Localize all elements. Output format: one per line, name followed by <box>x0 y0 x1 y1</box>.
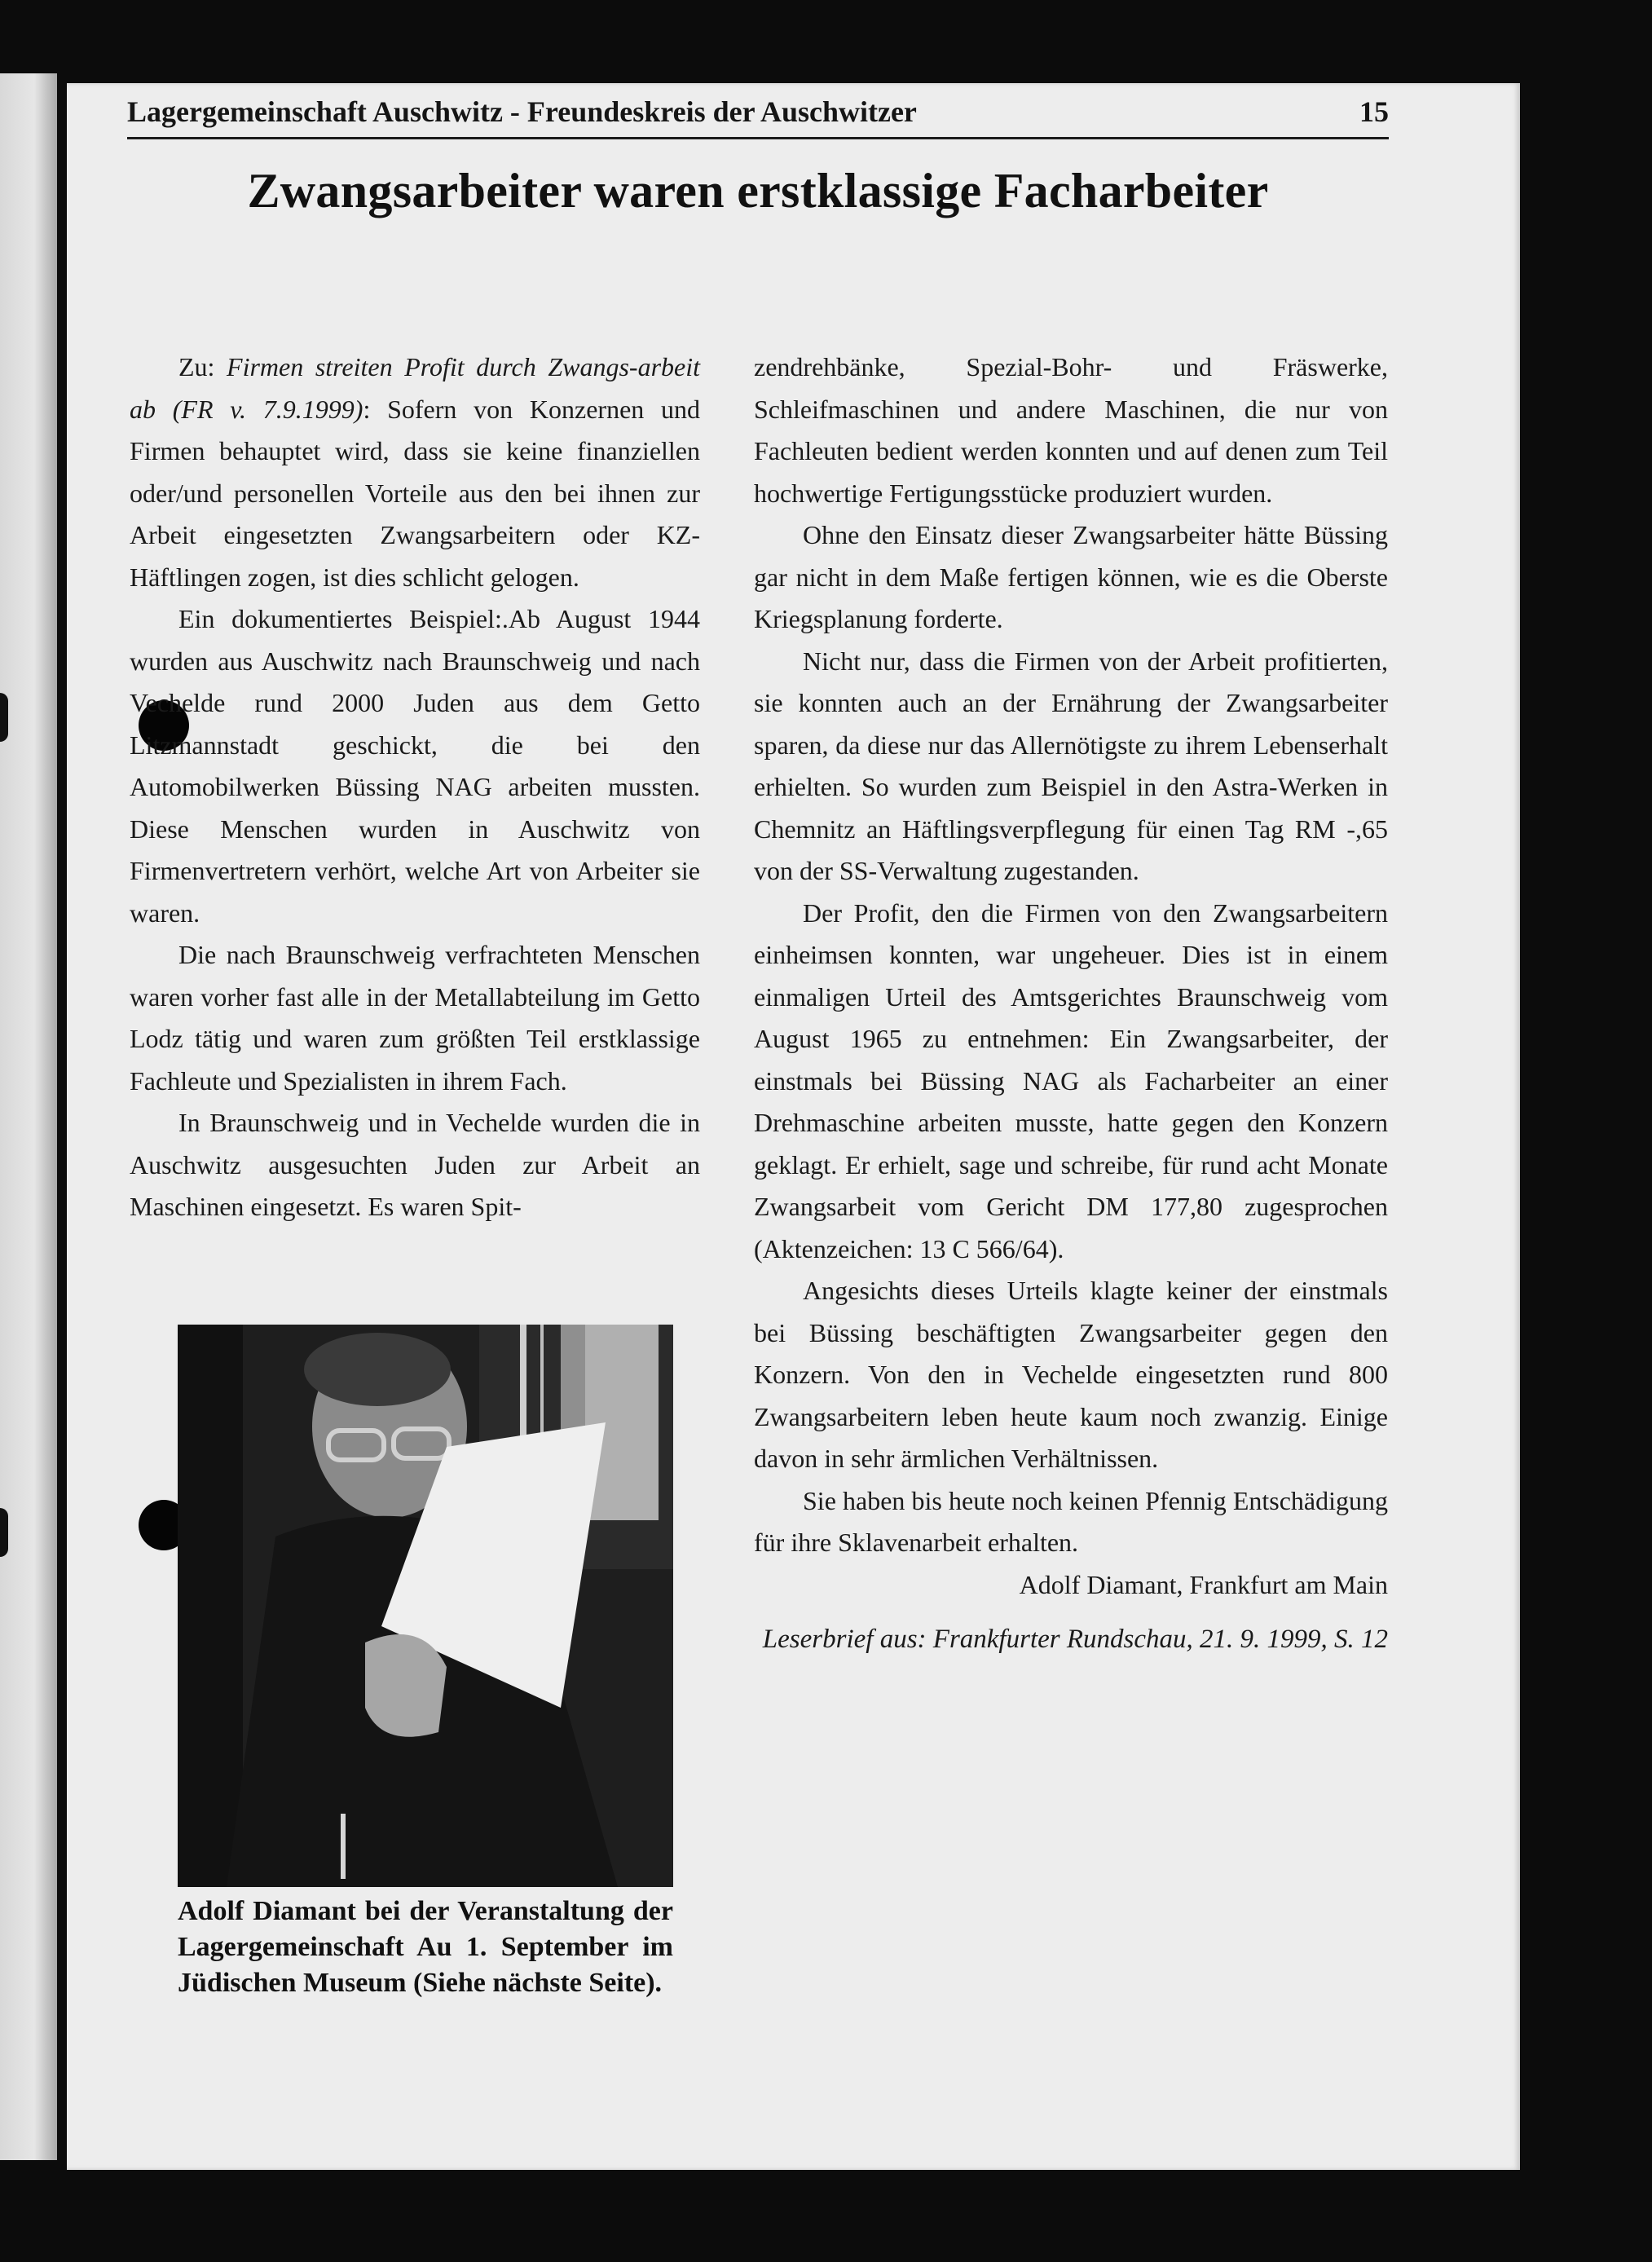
paragraph-continuation: zendrehbänke, Spezial-Bohr- und Fräswerke, Schleifmaschinen und andere Maschinen, die nur von Fachleuten bedient werden konnten und auf denen zum Teil hochwertige Fertigungsstücke produziert wurden. <box>754 352 1388 508</box>
right-column <box>754 346 1388 1656</box>
paragraph: Angesichts dieses Urteils klagte keiner der einstmals bei Büssing beschäftigten Zwangsarbeiter gegen den Konzern. Von den in Vechelde eingesetzten rund 800 Zwangsarbeitern leben heute kaum noch zwanzig. Einige davon in sehr ärmlichen Verhältnissen. <box>754 1276 1388 1473</box>
page-edge-mark <box>0 693 8 742</box>
adjacent-page-edge <box>0 73 57 2160</box>
intro-paragraph <box>130 346 700 598</box>
paragraph: Sie haben bis heute noch keinen Pfennig Entschädigung für ihre Sklavenarbeit erhalten. <box>754 1485 1388 1557</box>
paragraph: Die nach Braunschweig verfrachteten Menschen waren vorher fast alle in der Metallabteilung im Getto Lodz tätig und waren zum größten Teil erstklassige Fachleute und Spezialisten in ihrem Fach. <box>130 940 700 1096</box>
left-column <box>130 346 700 1228</box>
source-citation: Leserbrief aus: Frankfurter Rundschau, 21. 9. 1999, S. 12 <box>762 1625 1388 1654</box>
intro-reference: Firmen streiten Profit durch Zwangs-arbeit ab (FR v. 7.9.1999) <box>130 352 701 424</box>
portrait-photo <box>178 1325 673 1887</box>
paragraph: Nicht nur, dass die Firmen von der Arbeit profitierten, sie konnten auch an der Ernährung der Zwangsarbeiter sparen, da diese nur das Allernötigste zu ihrem Lebenserhalt erhielten. So wurden zum Beispiel in den Astra-Werken in Chemnitz an Häftlingsverpflegung für einen Tag RM -,65 von der SS-Verwaltung zugestanden. <box>754 646 1388 885</box>
article-title: Zwangsarbeiter waren erstklassige Facharbeiter <box>247 164 1269 218</box>
publication-title: Lagergemeinschaft Auschwitz - Freundeskreis der Auschwitzer <box>127 95 917 128</box>
page-header <box>127 90 1389 139</box>
author-signature: Adolf Diamant, Frankfurt am Main <box>1019 1569 1388 1599</box>
photo-caption: Adolf Diamant bei der Veranstaltung der Lagergemeinschaft Au 1. September im Jüdischen Museum (Siehe nächste Seite). <box>178 1896 673 1998</box>
paragraph: In Braunschweig und in Vechelde wurden die in Auschwitz ausgesuchten Juden zur Arbeit an Maschinen eingesetzt. Es waren Spit- <box>130 1108 700 1221</box>
page-number: 15 <box>1359 95 1389 128</box>
intro-text: : Sofern von Konzernen und Firmen behauptet wird, dass sie keine finanziellen oder/und personellen Vorteile aus den bei ihnen zur Arbeit eingesetzten Zwangsarbeitern oder KZ-Häftlingen zogen, ist dies schlicht gelogen. <box>130 394 701 592</box>
intro-prefix: Zu: <box>178 352 227 381</box>
paragraph: Der Profit, den die Firmen von den Zwangsarbeitern einheimsen konnten, war ungeheuer. Dies ist in einem einmaligen Urteil des Amtsgerichtes Braunschweig vom August 1965 zu entnehmen: Ein Zwangsarbeiter, der einstmals bei Büssing NAG als Facharbeiter an einer Drehmaschine arbeiten musste, hatte gegen den Konzern geklagt. Er erhielt, sage und schreibe, für rund acht Monate Zwangsarbeit vom Gericht DM 177,80 zugesprochen (Aktenzeichen: 13 C 566/64). <box>754 897 1388 1263</box>
paragraph: Ein dokumentiertes Beispiel:.Ab August 1944 wurden aus Auschwitz nach Braunschweig und nach Vechelde rund 2000 Juden aus dem Getto Litzmannstadt geschickt, die bei den Automobilwerken Büssing NAG arbeiten mussten. Diese Menschen wurden in Auschwitz von Firmenvertretern verhört, welche Art von Arbeiter sie waren. <box>130 604 700 928</box>
paragraph: Ohne den Einsatz dieser Zwangsarbeiter hätte Büssing gar nicht in dem Maße fertigen können, wie es die Oberste Kriegsplanung forderte. <box>754 520 1388 633</box>
photo-image <box>178 1325 673 1887</box>
page-edge-mark <box>0 1508 8 1557</box>
